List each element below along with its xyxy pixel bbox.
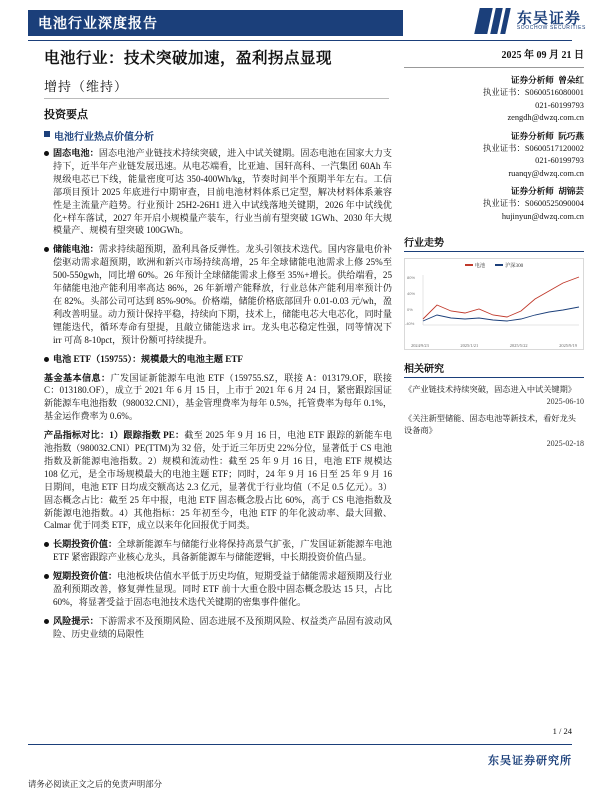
footer-disclaimer: 请务必阅读正文之后的免责声明部分 — [28, 780, 162, 789]
analyst-card — [404, 74, 584, 125]
title-divider — [44, 98, 389, 99]
analyst-role: 证券分析师 — [510, 130, 554, 141]
logo-company-cn: 东吴证券 — [516, 9, 581, 27]
page-header — [0, 0, 600, 46]
analyst-name: 阮巧燕 — [558, 130, 584, 141]
analyst-role: 证券分析师 — [510, 75, 554, 85]
logo-company-en: SOOCHOW SECURITIES — [516, 25, 586, 32]
list-item-lead: 短期投资价值： — [53, 571, 118, 582]
paragraph-lead: 基金基本信息： — [44, 372, 111, 383]
report-date: 2025 年 09 月 21 日 — [501, 50, 584, 61]
logo-mark-icon — [477, 6, 511, 36]
sidebar-divider — [404, 67, 584, 68]
analyst-cert: S0600517120002 — [524, 143, 584, 153]
dot-bullet-icon — [44, 542, 49, 547]
list-item-lead: 长期投资价值： — [53, 539, 118, 550]
industry-trend-chart — [404, 258, 584, 350]
analyst-card — [404, 130, 584, 181]
page-title: 电池行业：技术突破加速，盈利拐点显现 — [44, 50, 333, 67]
analyst-name: 曾朵红 — [558, 75, 584, 85]
x-tick: 2025/1/21 — [460, 342, 479, 348]
footer-divider — [28, 744, 572, 745]
trend-section-title: 行业走势 — [404, 234, 584, 252]
related-research-item[interactable]: 《产业链技术持续突破，固态进入中试关键期》 — [404, 384, 576, 394]
legend-item — [465, 262, 485, 269]
list-item-lead: 储能电池： — [53, 244, 99, 255]
risk-text: 下游需求不及预期风险、固态进展不及预期风险、权益类产品固有波动风险、历史业绩的局限性 — [53, 615, 392, 639]
chart-plot-area — [405, 271, 583, 337]
svg-text:80%: 80% — [407, 274, 416, 280]
risk-lead: 风险提示： — [53, 615, 99, 626]
svg-text:-40%: -40% — [405, 320, 415, 326]
list-item — [44, 538, 392, 564]
main-content — [44, 106, 392, 647]
list-item-text: 需求持续超预期，盈利具备反弹性。龙头引领技术迭代。国内容量电价补偿驱动需求超预期，欧洲和新兴市场持续高增，25 年全球储能电池需求上修 25%至 500-550gwh，同比增 60%。26 年预计全球储能需求上修至 35%+增长。供给端看，25 年储能电池产能利用率高达 86%，26 年新增产能释放，行业总体产能利用率预计仍在 82%。头部公司可达到 85%-90%。价格端，储能价格底部回升 0.01-0.03 元/wh，盈利改善明显。动力预计保持平稳，持续向下期，技术上，储能电芯大电芯化，同时量锂能迭代，循环寿命有望提，且敲立储能迭求 irr。龙头电芯稳定性强，同等情况下 irr 可高 8-10pct，预计份额可持续提升。 — [53, 244, 392, 345]
section-heading-hotspot — [44, 128, 392, 143]
analyst-role: 证券分析师 — [510, 186, 554, 197]
paragraph-text: 截至 2025 年 9 月 16 日，电池 ETF 跟踪的新能车电池指数（980032.CNI）PE(TTM)为 32 倍，处于近三年历史 22%分位，显著低于 CS 电池指数及新能源电池指数。2）规模和流动性：截至 25 年 9 月 16 日，电池 ETF 规模达 108 亿元，是全市场规模最大的电池主题 ETF；同时，24 年 9 月 16 日至 25 年 9 月 16 日期间，电池 ETF 日均成交额高达 2.3 亿元，显著优于行业均值（不足 0.5 亿元）。3）固态概念占比：截至 25 年中报，电池 ETF 固态概念股占比 60%，高于 CS 电池指数及新能源电池指数。4）其他指标：25 年初至今，电池 ETF 的年化波动率、最大回撤、Calmar 优于同类 ETF，成立以来年化回报优于同类。 — [44, 430, 392, 531]
section-heading-label: 电池行业热点价值分析 — [54, 132, 154, 143]
chart-x-axis-labels — [405, 343, 583, 348]
list-item — [44, 243, 392, 346]
dot-bullet-icon — [44, 574, 49, 579]
related-research-date: 2025-06-10 — [546, 397, 584, 407]
paragraph-lead: 产品指标对比：1）跟踪指数 PE： — [44, 430, 185, 441]
svg-text:0%: 0% — [407, 306, 413, 312]
paragraph-fund-info — [44, 372, 392, 424]
svg-text:40%: 40% — [407, 290, 416, 296]
dot-bullet-icon — [44, 247, 49, 252]
list-item-text: 全球新能源车与储能行业将保持高景气扩张，广发国证新能源车电池 ETF 紧密跟踪产业核心龙头，具备新能源车与储能逻辑，中长期投资价值凸显。 — [53, 539, 392, 563]
analyst-phone: 021-60199793 — [535, 100, 584, 110]
rating-badge: 增持（维持） — [44, 79, 129, 94]
analyst-email[interactable]: ruanqy@dwzq.com.cn — [508, 168, 584, 178]
list-item-risk — [44, 615, 392, 641]
analyst-cert: S0600525090004 — [524, 199, 584, 209]
footer-company: 东吴证券研究所 — [488, 755, 572, 767]
related-research-item[interactable]: 《关注新型储能、固态电池等新技术，看好龙头设备商》 — [404, 414, 576, 436]
dot-bullet-icon — [44, 151, 49, 156]
analyst-phone: 021-60199793 — [535, 156, 584, 166]
related-research-title: 相关研究 — [404, 360, 584, 378]
x-tick: 2025/5/22 — [509, 342, 528, 348]
etf-headline: 电池 ETF（159755）：规模最大的电池主题 ETF — [53, 353, 243, 364]
dot-bullet-icon — [44, 619, 49, 624]
invest-points-heading: 投资要点 — [44, 109, 88, 121]
list-item — [44, 570, 392, 609]
brand-logo — [477, 6, 586, 36]
legend-item — [495, 262, 523, 269]
analyst-cert: S0600516080001 — [524, 87, 584, 97]
chart-legend — [405, 262, 583, 269]
legend-label: 沪深300 — [505, 262, 524, 269]
list-item — [44, 353, 392, 366]
analyst-email[interactable]: zengdh@dwzq.com.cn — [507, 113, 584, 123]
list-item — [44, 147, 392, 237]
list-item-text: 固态电池产业链技术持续突破，进入中试关键期。固态电池在国家大力支持下，近半年产业链发展迅速。从电芯端看，比亚迪、国轩高科、一汽集团 60Ah 车规级电芯已下线，能量密度可达 350-400Wh/kg，节奏时间半个预期半年左右。工信部项目预计 2025 年底进行中期审查，目前电池材料体系已定型，解决材料体系兼容性是主流量产趋势。行业预计 25H2-26H1 进入中试线落地关键期，2026 年中试线优化+样车落试，2027 年开启小规模量产装车，行业当前有望突破 1GWh、2030 年大规模量产、规模有望突破 100GWh。 — [53, 148, 392, 236]
analyst-cert-label: 执业证书： — [483, 199, 525, 209]
analyst-cert-label: 执业证书： — [483, 143, 525, 153]
x-tick: 2024/9/23 — [411, 342, 429, 348]
sidebar — [404, 46, 584, 455]
paragraph-text: 广发国证新能源车电池 ETF（159755.SZ，联接 A：013179.OF，联接 C：013180.OF），成立于 2021 年 6 月 15 日，上市于 2021 年 6 月 24 日，紧密跟踪国证新能源车电池指数（980032.CNI），基金管理费率为每年 0.5%，托管费率为每年 0.1%，基金运作费率为 0.6%。 — [44, 372, 392, 422]
legend-label: 电池 — [474, 262, 486, 269]
analyst-name: 胡锦芸 — [558, 186, 584, 197]
header-divider — [28, 40, 572, 41]
related-research-date: 2025-02-18 — [546, 439, 584, 449]
list-item-lead: 固态电池： — [53, 148, 99, 158]
x-tick: 2025/9/19 — [559, 342, 577, 348]
header-banner-title: 电池行业深度报告 — [38, 15, 158, 31]
paragraph-index-compare — [44, 429, 392, 532]
analyst-cert-label: 执业证书： — [483, 87, 525, 97]
page-number: 1 / 24 — [552, 726, 572, 736]
analyst-card — [404, 185, 584, 223]
analyst-email[interactable]: hujinyun@dwzq.com.cn — [501, 211, 584, 221]
square-bullet-icon — [44, 131, 50, 137]
dot-bullet-icon — [44, 357, 49, 362]
list-item-text: 电池板块估值水平低于历史均值，短期受益于储能需求超预期及行业盈利预期改善，修复弹性显现。同时 ETF 前十大重仓股中固态概念股达 15 只，占比 60%，将显著受益于固态电池技术迭代关键期的密集事件催化。 — [53, 571, 392, 607]
